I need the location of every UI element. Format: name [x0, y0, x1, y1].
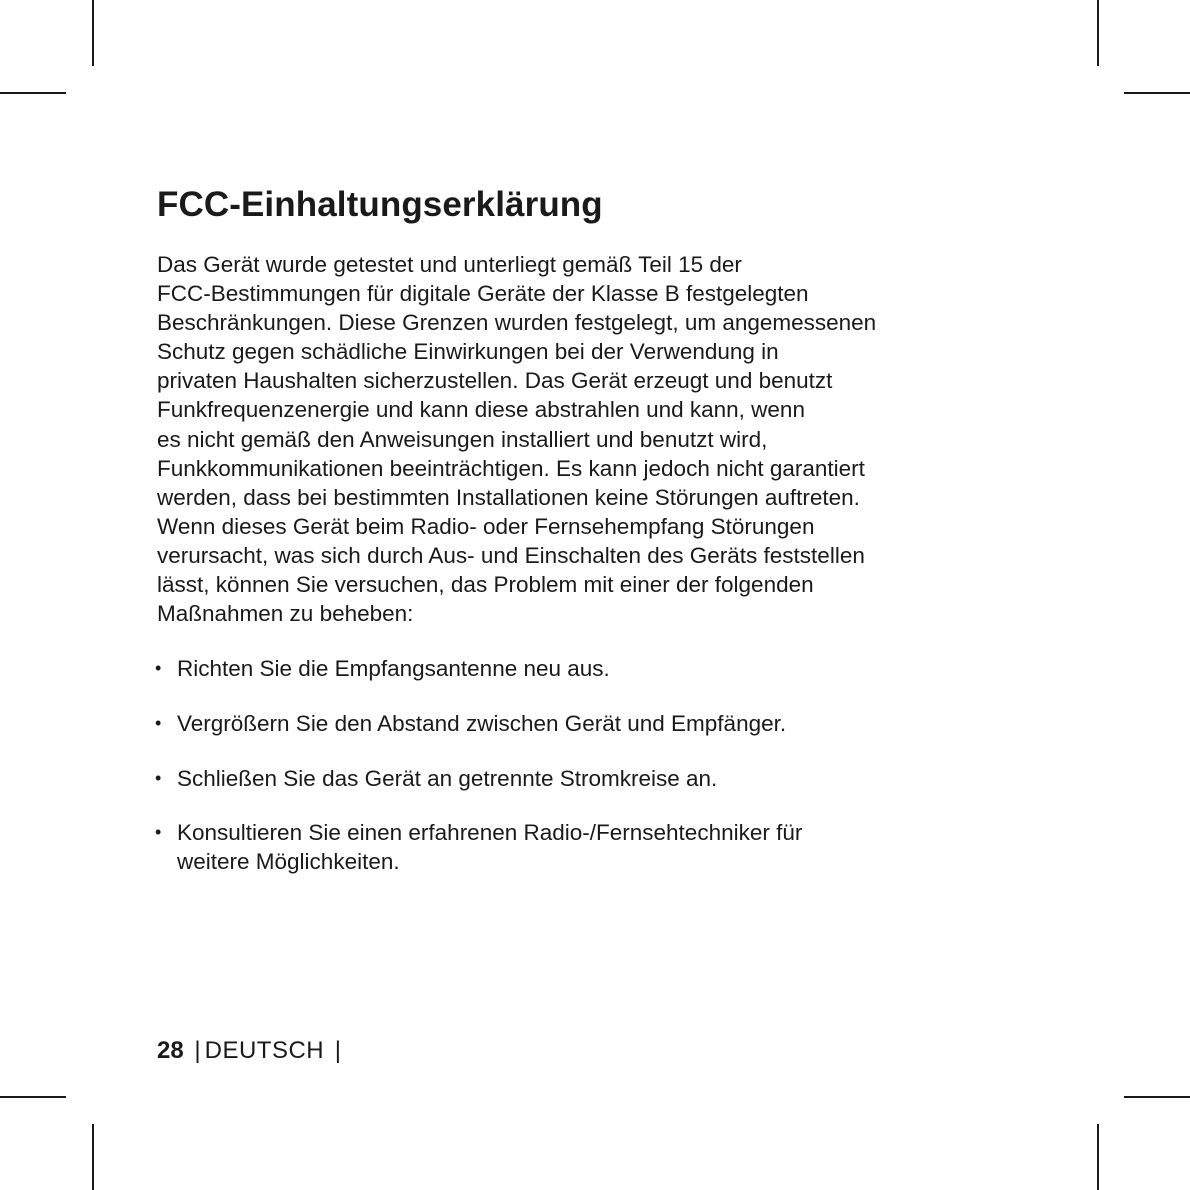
- bullet-dot-icon: •: [155, 767, 162, 788]
- list-item-text: Schließen Sie das Gerät an getrennte Stromkreise an.: [177, 765, 718, 791]
- crop-mark-bottom-left-vertical: [92, 1124, 94, 1190]
- body-line: werden, dass bei bestimmten Installationen keine Störungen auftreten.: [157, 484, 860, 510]
- body-paragraph: [157, 250, 957, 628]
- bullet-dot-icon: •: [155, 712, 162, 733]
- body-line: Funkfrequenzenergie und kann diese abstrahlen und kann, wenn: [157, 397, 805, 423]
- list-item: [157, 818, 957, 876]
- body-line: privaten Haushalten sicherzustellen. Das Gerät erzeugt und benutzt: [157, 368, 833, 394]
- body-line: verursacht, was sich durch Aus- und Einschalten des Geräts feststellen: [157, 542, 865, 568]
- body-line: lässt, können Sie versuchen, das Problem mit einer der folgenden: [157, 572, 814, 598]
- page-footer: [157, 1035, 345, 1067]
- body-line: Schutz gegen schädliche Einwirkungen bei der Verwendung in: [157, 339, 779, 365]
- footer-section-name: DEUTSCH: [204, 1037, 325, 1064]
- list-item: [157, 764, 957, 793]
- body-line: Beschränkungen. Diese Grenzen wurden festgelegt, um angemessenen: [157, 310, 877, 336]
- crop-mark-top-right-horizontal: [1124, 92, 1190, 94]
- body-line: Wenn dieses Gerät beim Radio- oder Fernsehempfang Störungen: [157, 513, 815, 539]
- body-line: FCC-Bestimmungen für digitale Geräte der Klasse B festgelegten: [157, 281, 809, 307]
- crop-mark-bottom-right-horizontal: [1124, 1096, 1190, 1098]
- list-item-text: Vergrößern Sie den Abstand zwischen Gerät und Empfänger.: [177, 710, 787, 736]
- bullet-dot-icon: •: [155, 822, 162, 843]
- list-item-text: Konsultieren Sie einen erfahrenen Radio-/Fernsehtechniker für: [177, 820, 803, 846]
- crop-mark-top-right-vertical: [1097, 0, 1099, 66]
- body-line: Funkkommunikationen beeinträchtigen. Es kann jedoch nicht garantiert: [157, 455, 865, 481]
- list-item: [157, 709, 957, 738]
- body-line: Das Gerät wurde getestet und unterliegt gemäß Teil 15 der: [157, 252, 742, 277]
- body-line: es nicht gemäß den Anweisungen installiert und benutzt wird,: [157, 426, 768, 452]
- crop-mark-bottom-right-vertical: [1097, 1124, 1099, 1190]
- list-item-text: Richten Sie die Empfangsantenne neu aus.: [177, 656, 610, 682]
- list-item-text: weitere Möglichkeiten.: [177, 849, 400, 875]
- footer-separator: |: [334, 1037, 342, 1064]
- page-content: [157, 182, 957, 902]
- footer-separator: |: [194, 1037, 201, 1064]
- bullet-dot-icon: •: [155, 658, 162, 679]
- crop-mark-bottom-left-horizontal: [0, 1096, 66, 1098]
- crop-mark-top-left-vertical: [92, 0, 94, 66]
- list-item: [157, 654, 957, 683]
- page-number: 28: [157, 1037, 184, 1064]
- page-title: FCC-Einhaltungserklärung: [157, 185, 603, 224]
- bullet-list: [157, 654, 957, 876]
- body-line: Maßnahmen zu beheben:: [157, 601, 414, 627]
- crop-mark-top-left-horizontal: [0, 92, 66, 94]
